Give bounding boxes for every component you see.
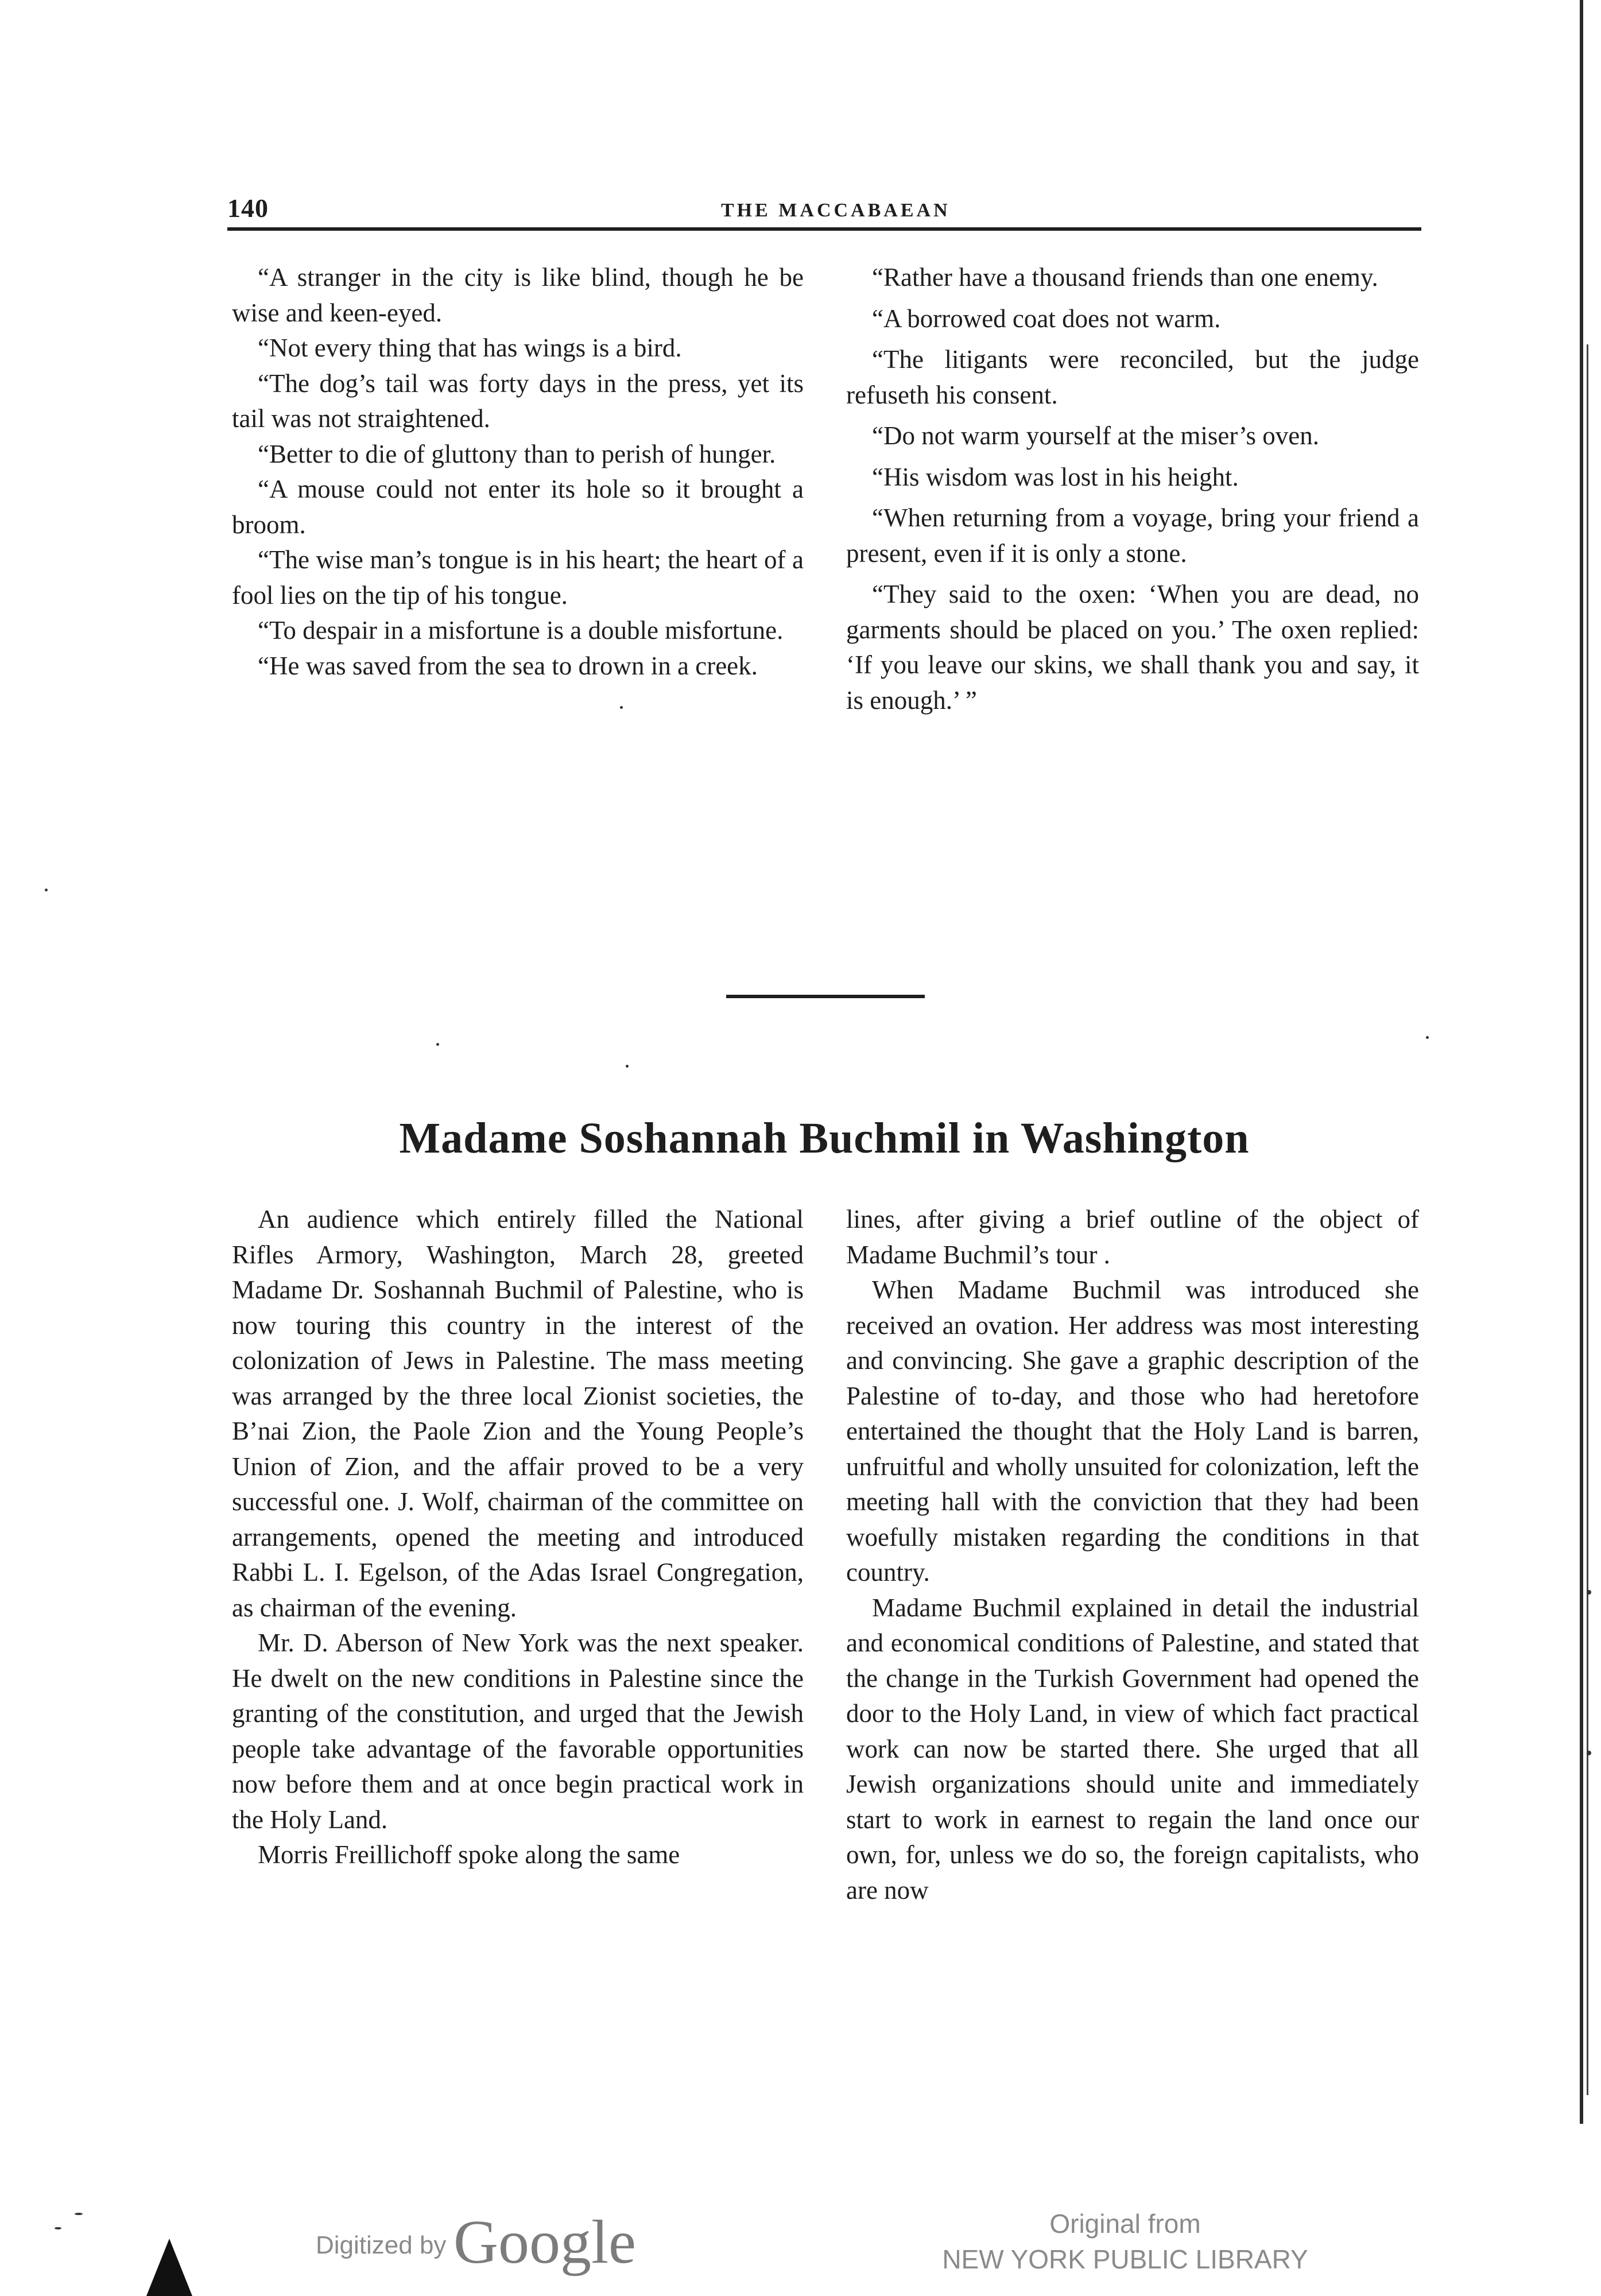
proverb: “His wisdom was lost in his height. xyxy=(872,462,1239,491)
proverb: “When returning from a voyage, bring your friend a present, even if it is only a stone. xyxy=(846,503,1419,568)
article-paragraph: Mr. D. Aberson of New York was the next speaker. He dwelt on the new conditions in Palestine since the granting of the constitution, and urged that the Jewish people take advantage of the favorable opportunities now before them and at once begin practical work in the Holy Land. xyxy=(232,1628,804,1834)
page-number: 140 xyxy=(227,193,269,223)
scan-edge xyxy=(1580,0,1583,2124)
scan-edge-inner xyxy=(1587,344,1588,2095)
proverb: “The litigants were reconciled, but the judge refuseth his consent. xyxy=(846,345,1419,409)
scan-corner-mark xyxy=(146,2239,192,2296)
article-paragraph: lines, after giving a brief outline of the object of Madame Buchmil’s tour . xyxy=(846,1205,1419,1269)
article-paragraph: An audience which entirely filled the National Rifles Armory, Washington, March 28, greeted Madame Dr. Soshannah Buchmil of Palestine, who is now touring this country in the interest of the colonization of Jews in Palestine. The mass meeting was arranged by the three local Zionist societies, the B’nai Zion, the Paole Zion and the Young People’s Union of Zion, and the affair proved to be a very successful one. J. Wolf, chairman of the committee on arrangements, opened the meeting and introduced Rabbi L. I. Egelson, of the Adas Israel Congregation, as chairman of the evening. xyxy=(232,1205,804,1622)
proverb: “They said to the oxen: ‘When you are dead, no garments should be placed on you.’ The oxen replied: ‘If you leave our skins, we shall thank you and say, it is enough.’ ” xyxy=(846,580,1419,715)
proverb: “A mouse could not enter its hole so it brought a broom. xyxy=(232,475,804,539)
scan-speck xyxy=(45,889,48,891)
header-rule xyxy=(227,227,1421,231)
library-name: NEW YORK PUBLIC LIBRARY xyxy=(942,2244,1308,2274)
proverb: “To despair in a misfortune is a double misfortune. xyxy=(258,616,784,645)
article-paragraph: When Madame Buchmil was introduced she received an ovation. Her address was most interesting and convincing. She gave a graphic description of the Palestine of to-day, and those who had heretofore entertained the thought that the Holy Land is barren, unfruitful and wholly unsuited for colonization, left the meeting hall with the conviction that they had been woefully mistaken regarding the conditions in that country. xyxy=(846,1275,1419,1587)
proverb: “Rather have a thousand friends than one enemy. xyxy=(872,263,1378,292)
proverb: “Not every thing that has wings is a bird. xyxy=(258,333,682,362)
proverbs-left-column xyxy=(232,260,804,684)
section-divider xyxy=(726,995,925,998)
scan-speck xyxy=(436,1043,439,1046)
proverbs-right-column xyxy=(846,260,1419,724)
proverb: “The dog’s tail was forty days in the press, yet its tail was not straightened. xyxy=(232,369,804,433)
article-right-column xyxy=(846,1202,1419,1908)
scan-speck xyxy=(626,1065,629,1068)
original-from-label: Original from xyxy=(1049,2209,1201,2239)
running-title: THE MACCABAEAN xyxy=(721,200,951,221)
scan-speck xyxy=(1587,1590,1591,1595)
source-attribution xyxy=(941,2206,1309,2277)
article-title: Madame Soshannah Buchmil in Washington xyxy=(399,1114,1250,1162)
scan-speck xyxy=(1587,1751,1591,1755)
page-header xyxy=(227,193,1421,227)
proverb: “He was saved from the sea to drown in a creek. xyxy=(258,651,758,680)
proverb: “Do not warm yourself at the miser’s oven. xyxy=(872,421,1319,450)
article-paragraph: Madame Buchmil explained in detail the industrial and economical conditions of Palestine, and stated that the change in the Turkish Government had opened the door to the Holy Land, in view of which fact practical work can now be started there. She urged that all Jewish organizations should unite and immediately start to work in earnest to regain the land once our own, for, unless we do so, the foreign capitalists, who are now xyxy=(846,1593,1419,1905)
article-paragraph: Morris Freillichoff spoke along the same xyxy=(258,1840,680,1869)
scan-speck xyxy=(620,706,623,709)
google-logo: Google xyxy=(453,2208,636,2276)
scan-speck xyxy=(1426,1036,1429,1039)
proverb: “Better to die of gluttony than to perish of hunger. xyxy=(258,439,776,468)
proverb: “A stranger in the city is like blind, though he be wise and keen-eyed. xyxy=(232,263,804,327)
scan-speck xyxy=(55,2227,61,2229)
proverb: “A borrowed coat does not warm. xyxy=(872,304,1221,333)
proverb: “The wise man’s tongue is in his heart; the heart of a fool lies on the tip of his tongue. xyxy=(232,545,804,610)
article-left-column xyxy=(232,1202,804,1873)
digitized-by-label: Digitized by xyxy=(316,2231,447,2259)
scan-speck xyxy=(75,2213,83,2215)
